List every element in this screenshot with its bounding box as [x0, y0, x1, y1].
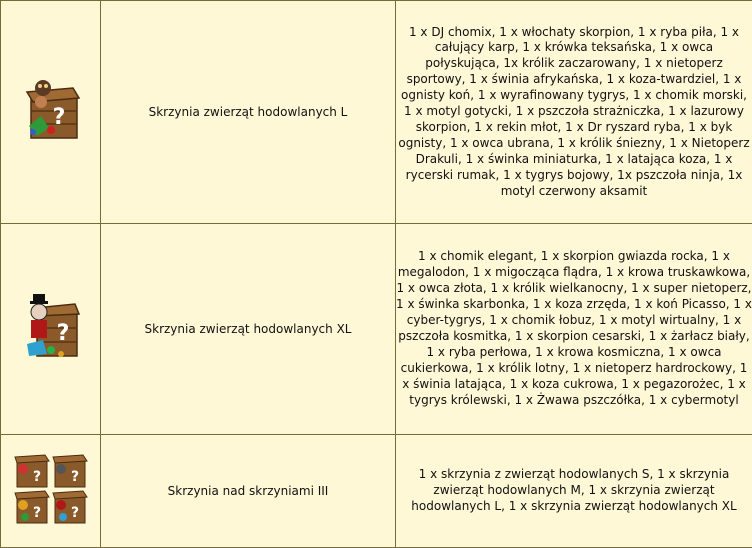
- crate-name: Skrzynia zwierząt hodowlanych XL: [101, 224, 396, 435]
- crate-with-animals-icon: [21, 78, 81, 146]
- crate-with-animals-icon: [21, 292, 81, 366]
- crate-image-cell: [1, 224, 101, 435]
- crate-image-cell: [1, 1, 101, 224]
- table-row: [1, 435, 752, 548]
- crates-group-icon: [13, 451, 89, 531]
- crate-image-cell: [1, 435, 101, 548]
- svg-text:?: ?: [70, 469, 79, 485]
- crate-name: Skrzynia nad skrzyniami III: [101, 435, 396, 548]
- crate-contents: 1 x skrzynia z zwierząt hodowlanych S, 1 x skrzynia zwierząt hodowlanych M, 1 x skrzynia zwierząt hodowlanych L, 1 x skrzynia zwierząt hodowlanych XL: [396, 435, 752, 548]
- crate-contents: 1 x DJ chomix, 1 x włochaty skorpion, 1 x ryba piła, 1 x całujący karp, 1 x krówka teksańska, 1 x owca połyskująca, 1x królik zaczarowany, 1 x nietoperz sportowy, 1 x świnia afrykańska, 1 x koza-twardziel, 1 x ognisty koń, 1 x wyrafinowany tygrys, 1 x chomik morski, 1 x motyl gotycki, 1 x pszczoła strażniczka, 1 x lazurowy skorpion, 1 x rekin młot, 1 x Dr ryszard ryba, 1 x byk ognisty, 1 x owca ubrana, 1 x królik śniezny, 1 x Nietoperz Drakuli, 1 x świnka miniaturka, 1 x latająca koza, 1 x rycerski rumak, 1 x tygrys bojowy, 1x pszczoła ninja, 1x motyl czerwony aksamit: [396, 1, 752, 224]
- crate-contents: 1 x chomik elegant, 1 x skorpion gwiazda rocka, 1 x megalodon, 1 x migocząca flądra, 1 x krowa truskawkowa, 1 x owca złota, 1 x królik wielkanocny, 1 x super nietoperz, 1 x świnka skarbonka, 1 x koza zrzęda, 1 x koń Picasso, 1 x cyber-tygrys, 1 x chomik łobuz, 1 x motyl wirtualny, 1 x pszczoła kosmitka, 1 x skorpion cesarski, 1 x żarłacz biały, 1 x ryba perłowa, 1 x krowa kosmiczna, 1 x owca cukierkowa, 1 x królik lotny, 1 x nietoperz hardrockowy, 1 x świnia latająca, 1 x koza cukrowa, 1 x pegazorożec, 1 x tygrys królewski, 1 x Żwawa pszczółka, 1 x cybermotyl: [396, 224, 752, 435]
- crate-name: Skrzynia zwierząt hodowlanych L: [101, 1, 396, 224]
- svg-text:?: ?: [32, 505, 41, 521]
- svg-text:?: ?: [70, 505, 79, 521]
- svg-text:?: ?: [32, 469, 41, 485]
- svg-text:?: ?: [56, 321, 69, 346]
- table-row: [1, 1, 752, 224]
- table-row: [1, 224, 752, 435]
- svg-text:?: ?: [52, 105, 65, 130]
